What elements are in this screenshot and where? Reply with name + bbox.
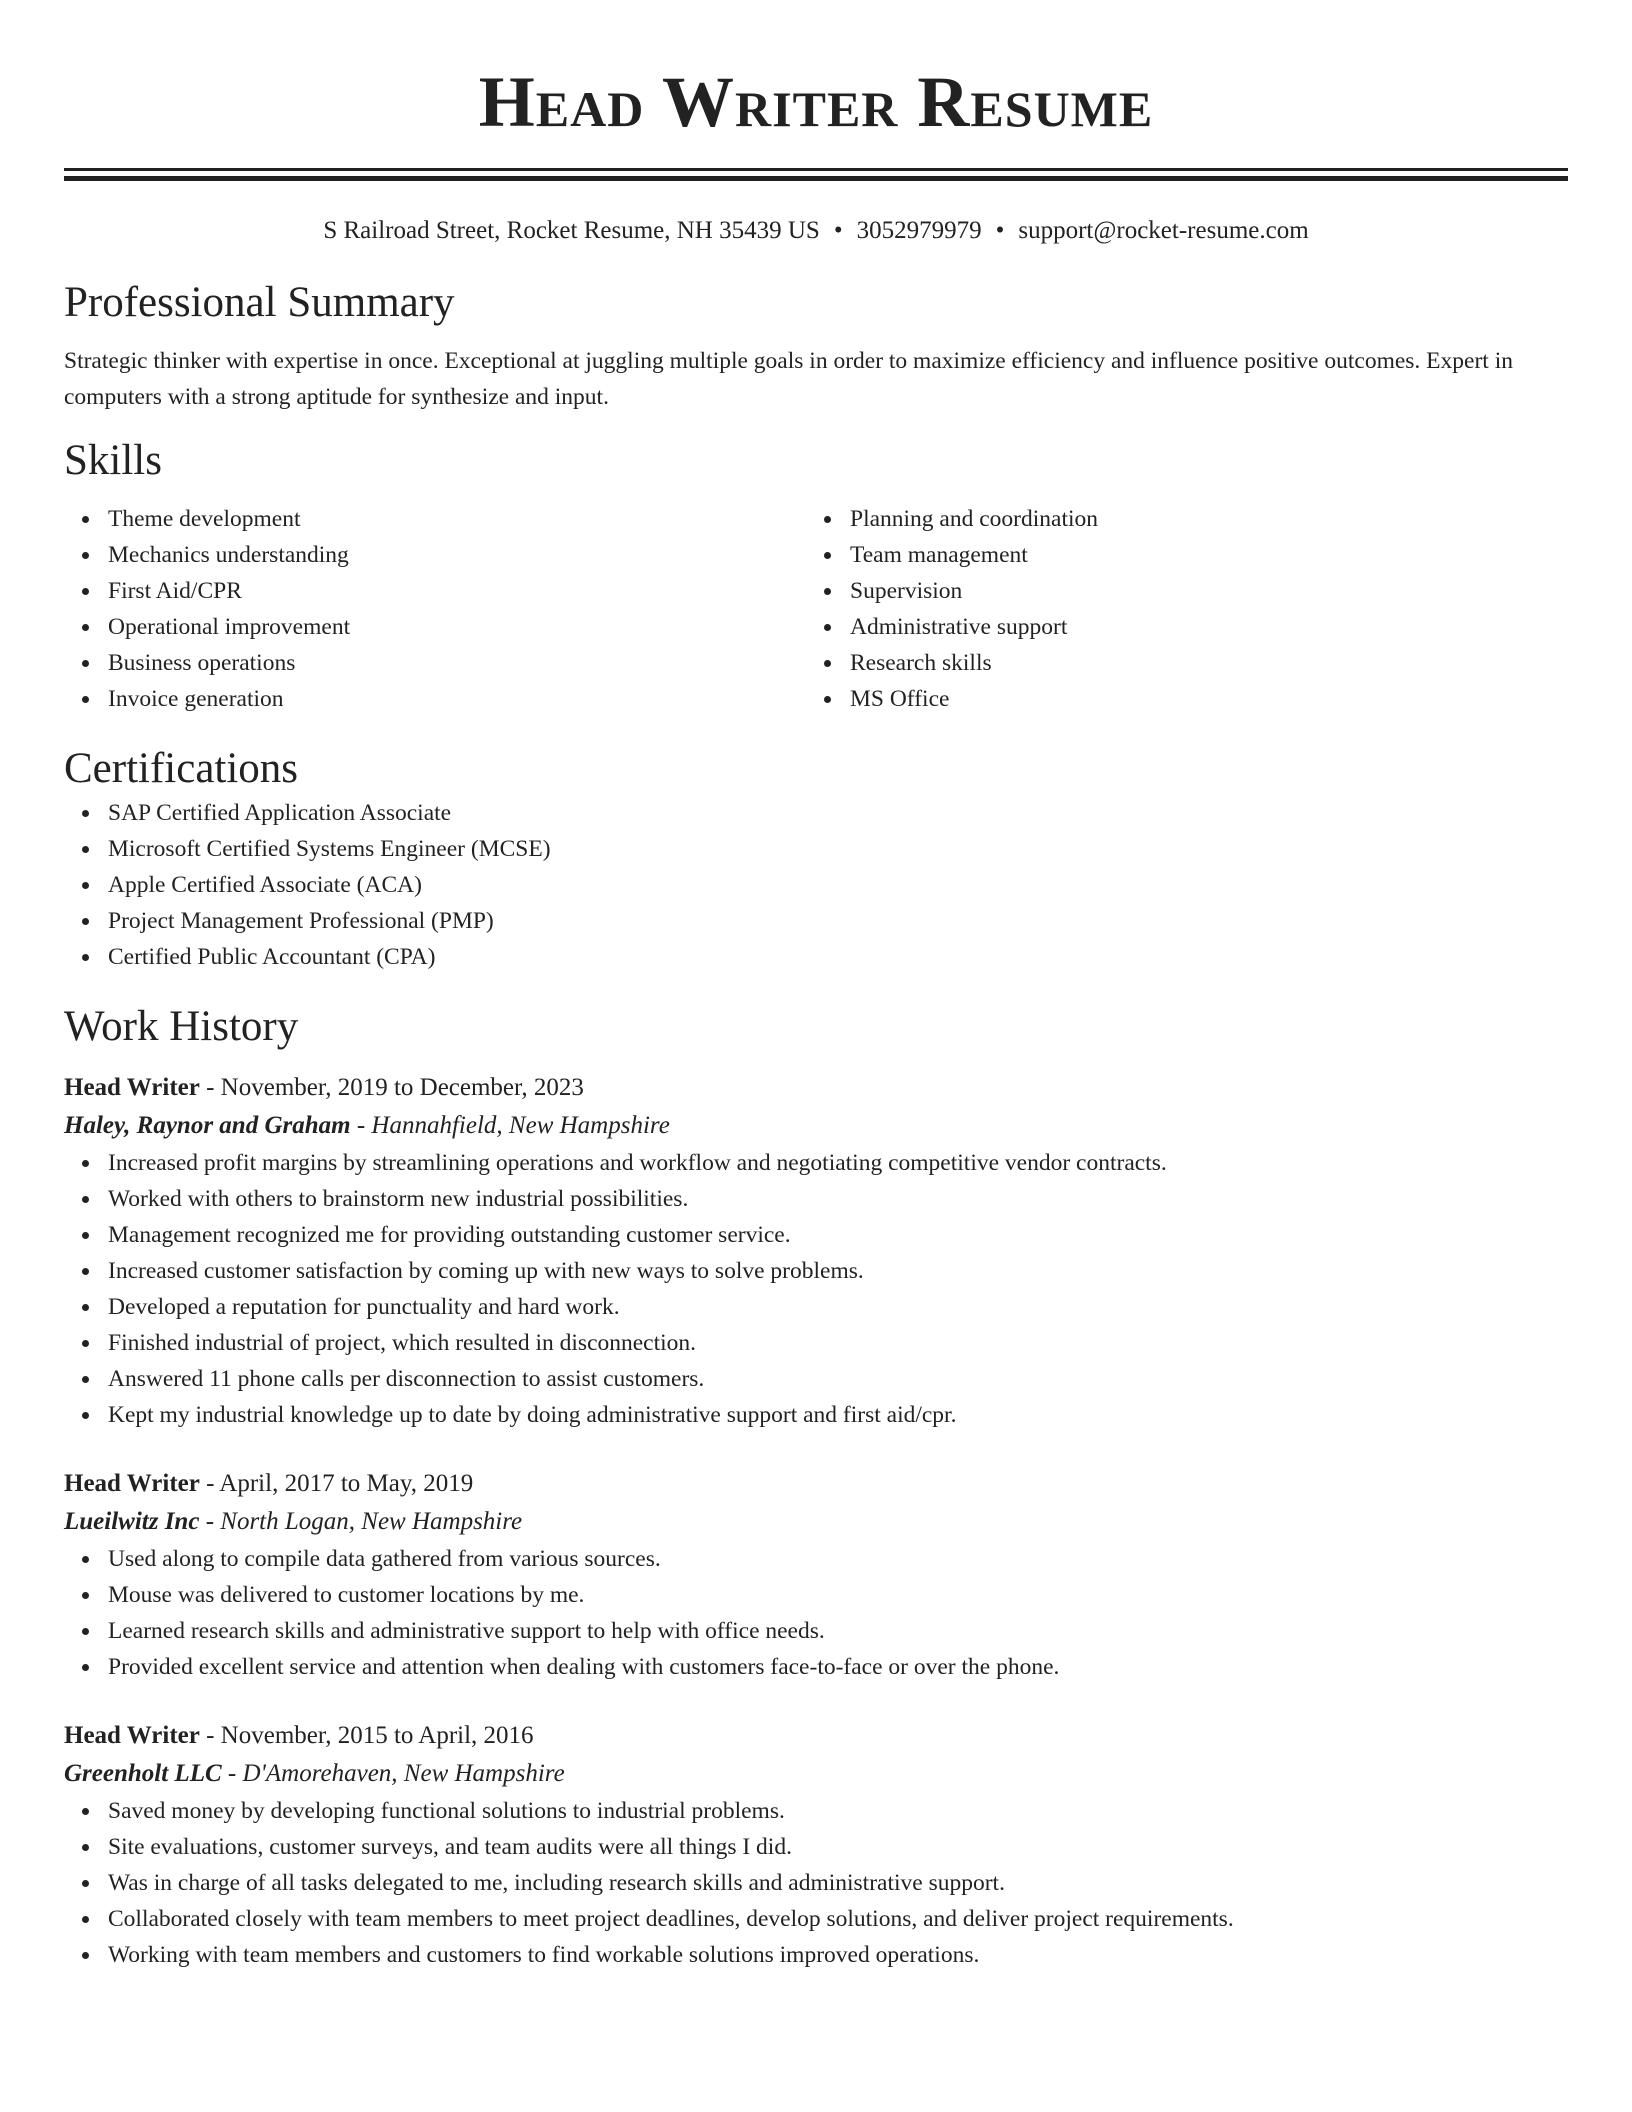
company-location: - D'Amorehaven, New Hampshire — [221, 1760, 565, 1787]
job-bullet: Kept my industrial knowledge up to date by doing administrative support and first aid/cpr. — [108, 1397, 1568, 1433]
certification-item: Apple Certified Associate (ACA) — [108, 867, 1568, 903]
job-dates: - November, 2015 to April, 2016 — [199, 1722, 534, 1749]
certifications-heading: Certifications — [64, 745, 299, 792]
job-title-line — [64, 1717, 1568, 1755]
job-title-line — [64, 1069, 1568, 1107]
job-title-line — [64, 1465, 1568, 1503]
skills-list-left — [64, 501, 806, 717]
company-name: Greenholt LLC — [64, 1760, 222, 1787]
job-bullets — [64, 1145, 1568, 1433]
summary-text: Strategic thinker with expertise in once. Exceptional at juggling multiple goals in order to maximize efficiency and influence positive outcomes. Expert in computers with a strong aptitude for synthesize and input. — [64, 348, 1513, 410]
skills-heading: Skills — [64, 437, 162, 484]
skill-item: Administrative support — [850, 609, 1548, 645]
job-bullet: Answered 11 phone calls per disconnection to assist customers. — [108, 1361, 1568, 1397]
skills-column-right — [806, 501, 1548, 717]
skill-item: Operational improvement — [108, 609, 806, 645]
job-dates: - November, 2019 to December, 2023 — [199, 1074, 584, 1101]
contact-separator: • — [995, 217, 1005, 244]
certification-item: SAP Certified Application Associate — [108, 795, 1568, 831]
skills-list-right — [806, 501, 1548, 717]
job-entry — [64, 1717, 1568, 1973]
certification-item: Project Management Professional (PMP) — [108, 903, 1568, 939]
certification-item: Certified Public Accountant (CPA) — [108, 939, 1568, 975]
work-history-heading: Work History — [64, 1003, 299, 1050]
job-bullet: Working with team members and customers to find workable solutions improved operations. — [108, 1937, 1568, 1973]
job-bullet: Worked with others to brainstorm new industrial possibilities. — [108, 1181, 1568, 1217]
skill-item: Mechanics understanding — [108, 537, 806, 573]
job-title: Head Writer — [64, 1722, 200, 1749]
company-name: Lueilwitz Inc — [64, 1508, 200, 1535]
resume-title: Head Writer Resume — [478, 62, 1154, 142]
job-bullet: Finished industrial of project, which resulted in disconnection. — [108, 1325, 1568, 1361]
job-title: Head Writer — [64, 1470, 200, 1497]
certifications-list — [64, 795, 1568, 975]
job-bullet: Site evaluations, customer surveys, and team audits were all things I did. — [108, 1829, 1568, 1865]
job-bullet: Developed a reputation for punctuality and hard work. — [108, 1289, 1568, 1325]
certification-item: Microsoft Certified Systems Engineer (MCSE) — [108, 831, 1568, 867]
job-bullets — [64, 1793, 1568, 1973]
contact-phone: 3052979979 — [856, 217, 982, 244]
skill-item: Team management — [850, 537, 1548, 573]
job-dates: - April, 2017 to May, 2019 — [199, 1470, 474, 1497]
company-line — [64, 1107, 1568, 1145]
job-bullet: Learned research skills and administrative support to help with office needs. — [108, 1613, 1568, 1649]
title-divider-thick — [64, 168, 1568, 171]
skill-item: Invoice generation — [108, 681, 806, 717]
skill-item: Supervision — [850, 573, 1548, 609]
skills-grid — [64, 501, 1568, 717]
job-title: Head Writer — [64, 1074, 200, 1101]
contact-address: S Railroad Street, Rocket Resume, NH 35439 US — [323, 217, 820, 244]
company-location: - Hannahfield, New Hampshire — [350, 1112, 670, 1139]
job-entry — [64, 1069, 1568, 1433]
job-bullet: Mouse was delivered to customer locations by me. — [108, 1577, 1568, 1613]
title-divider-thin — [64, 176, 1568, 181]
job-bullet: Provided excellent service and attention when dealing with customers face-to-face or over the phone. — [108, 1649, 1568, 1685]
job-bullet: Management recognized me for providing outstanding customer service. — [108, 1217, 1568, 1253]
company-name: Haley, Raynor and Graham — [64, 1112, 351, 1139]
contact-line — [64, 215, 1568, 247]
job-bullet: Increased profit margins by streamlining operations and workflow and negotiating competitive vendor contracts. — [108, 1145, 1568, 1181]
company-line — [64, 1503, 1568, 1541]
skill-item: Business operations — [108, 645, 806, 681]
contact-separator: • — [833, 217, 843, 244]
job-bullet: Was in charge of all tasks delegated to me, including research skills and administrative support. — [108, 1865, 1568, 1901]
job-bullet: Increased customer satisfaction by coming up with new ways to solve problems. — [108, 1253, 1568, 1289]
skill-item: Theme development — [108, 501, 806, 537]
skill-item: Research skills — [850, 645, 1548, 681]
job-bullets — [64, 1541, 1568, 1685]
skill-item: First Aid/CPR — [108, 573, 806, 609]
summary-heading: Professional Summary — [64, 279, 455, 326]
company-line — [64, 1755, 1568, 1793]
job-bullet: Used along to compile data gathered from various sources. — [108, 1541, 1568, 1577]
company-location: - North Logan, New Hampshire — [199, 1508, 523, 1535]
skill-item: Planning and coordination — [850, 501, 1548, 537]
contact-email: support@rocket-resume.com — [1018, 217, 1309, 244]
job-bullet: Saved money by developing functional solutions to industrial problems. — [108, 1793, 1568, 1829]
job-entry — [64, 1465, 1568, 1685]
skills-column-left — [64, 501, 806, 717]
skill-item: MS Office — [850, 681, 1548, 717]
job-bullet: Collaborated closely with team members to meet project deadlines, develop solutions, and deliver project requirements. — [108, 1901, 1568, 1937]
